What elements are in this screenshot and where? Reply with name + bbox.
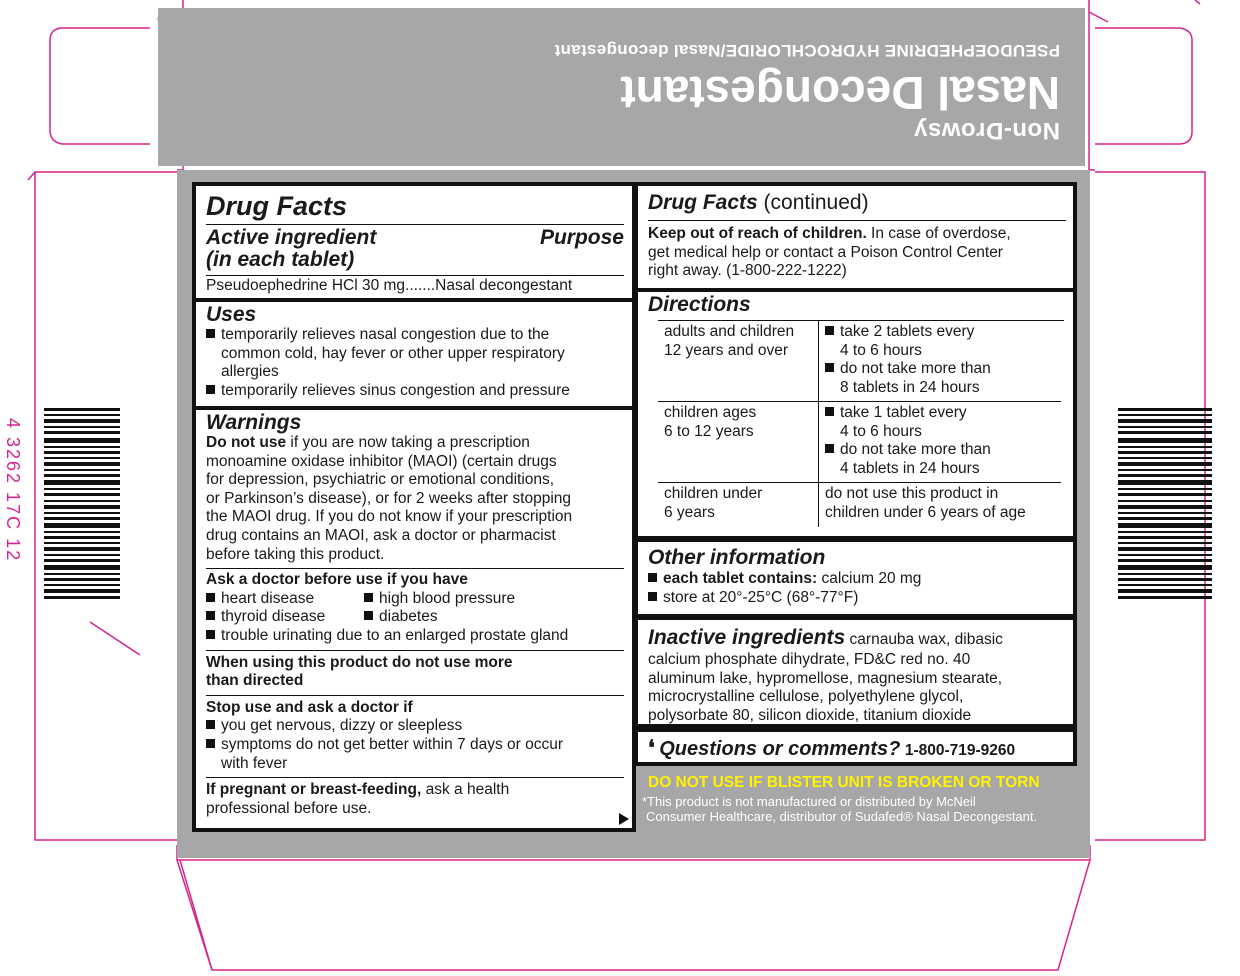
- other-info-label: each tablet contains:: [663, 570, 818, 587]
- bullet-icon: [206, 739, 215, 748]
- age-group: 6 years: [664, 503, 715, 521]
- condition-item: thyroid disease: [221, 608, 326, 626]
- non-drowsy-label: Non-Drowsy: [913, 117, 1060, 144]
- barcode-right: [1118, 408, 1212, 602]
- disclaimer-line: Consumer Healthcare, distributor of Sudafed® Nasal Decongestant.: [646, 809, 1038, 824]
- dose-text: take 2 tablets every: [840, 323, 975, 340]
- condition-item: trouble urinating due to an enlarged prostate gland: [221, 626, 569, 644]
- drug-facts-continued-title: Drug Facts: [648, 191, 758, 214]
- table-row: [658, 321, 1061, 402]
- dose-text: do not take more than: [840, 441, 991, 459]
- bullet-icon: [206, 720, 215, 729]
- bullet-icon: [206, 385, 215, 394]
- purpose-heading: Purpose: [539, 226, 624, 249]
- dose-text: 4 tablets in 24 hours: [840, 459, 980, 477]
- bullet-icon: [364, 611, 373, 620]
- bullet-icon: [825, 444, 834, 453]
- uses-line: allergies: [221, 363, 279, 381]
- when-using-text: than directed: [206, 672, 304, 690]
- inactive-text: polysorbate 80, silicon dioxide, titanium dioxide: [648, 706, 972, 724]
- barcode-number: 4 3262 17C 12: [3, 418, 23, 563]
- continue-arrow-icon: [618, 812, 630, 826]
- age-group: 12 years and over: [664, 341, 789, 359]
- do-not-use-text: before taking this product.: [206, 545, 385, 563]
- inactive-ingredients-panel: [634, 616, 1077, 728]
- age-group: 6 to 12 years: [664, 422, 754, 440]
- inactive-text: microcrystalline cellulose, polyethylene glycol,: [648, 688, 964, 706]
- bullet-icon: [364, 593, 373, 602]
- questions-panel: [634, 728, 1077, 766]
- dose-text: 4 to 6 hours: [840, 422, 922, 440]
- condition-item: diabetes: [379, 608, 438, 626]
- uses-line: temporarily relieves nasal congestion due to the: [221, 326, 550, 343]
- phone-icon: ❛: [648, 737, 655, 760]
- questions-label: Questions or comments?: [659, 738, 901, 760]
- active-ingredient-subheading: (in each tablet): [206, 248, 355, 271]
- continued-label: (continued): [757, 191, 869, 214]
- product-name: Nasal Decongestant: [620, 67, 1060, 119]
- inactive-text: carnauba wax, dibasic: [845, 631, 1003, 648]
- stop-use-item: symptoms do not get better within 7 days or occur: [221, 735, 564, 753]
- drug-facts-continued-panel: [634, 182, 1077, 540]
- directions-heading: Directions: [648, 293, 751, 316]
- stop-use-item: you get nervous, dizzy or sleepless: [221, 717, 463, 735]
- uses-heading: Uses: [206, 303, 257, 326]
- inactive-text: calcium phosphate dihydrate, FD&C red no. 40: [648, 651, 971, 668]
- bullet-icon: [825, 326, 834, 335]
- age-group: adults and children: [664, 323, 795, 340]
- bullet-icon: [206, 611, 215, 620]
- other-info-text: calcium 20 mg: [817, 570, 922, 587]
- dose-text: do not take more than: [840, 360, 991, 378]
- other-information-panel: [634, 538, 1077, 618]
- pregnant-text: professional before use.: [206, 799, 372, 817]
- barcode-left: [44, 408, 120, 600]
- uses-line: temporarily relieves sinus congestion and pressure: [221, 381, 570, 399]
- pregnant-text: ask a health: [421, 781, 510, 799]
- drug-facts-title: Drug Facts: [206, 191, 348, 221]
- do-not-use-text: or Parkinson’s disease), or for 2 weeks after stopping: [206, 489, 572, 507]
- keep-out-text: In case of overdose,: [866, 225, 1011, 242]
- table-row: [658, 402, 1061, 483]
- directions-table: [658, 321, 1061, 527]
- inactive-heading: Inactive ingredients: [648, 626, 846, 649]
- table-row: [658, 483, 1061, 528]
- active-ingredient-heading: Active ingredient: [206, 226, 377, 249]
- dose-text: take 1 tablet every: [840, 404, 967, 421]
- age-group: children under: [664, 485, 763, 502]
- when-using-text: When using this product do not use more: [206, 653, 513, 671]
- dose-text: 8 tablets in 24 hours: [840, 378, 980, 396]
- uses-line: common cold, hay fever or other upper respiratory: [221, 344, 565, 362]
- other-info-heading: Other information: [648, 546, 826, 569]
- inactive-text: aluminum lake, hypromellose, magnesium stearate,: [648, 669, 1003, 687]
- do-not-use-text: if you are now taking a prescription: [286, 434, 530, 451]
- bullet-icon: [206, 593, 215, 602]
- ask-doctor-heading: Ask a doctor before use if you have: [206, 571, 468, 589]
- condition-item: high blood pressure: [379, 589, 516, 607]
- pregnant-label: If pregnant or breast-feeding,: [206, 781, 422, 799]
- dose-text: do not use this product in: [825, 485, 999, 502]
- stop-use-heading: Stop use and ask a doctor if: [206, 698, 413, 716]
- keep-out-text: get medical help or contact a Poison Control Center: [648, 243, 1003, 261]
- bullet-icon: [206, 630, 215, 639]
- blister-warning: DO NOT USE IF BLISTER UNIT IS BROKEN OR TORN: [648, 774, 1040, 791]
- bullet-icon: [825, 363, 834, 372]
- keep-out-label: Keep out of reach of children.: [648, 225, 867, 242]
- condition-item: heart disease: [221, 589, 315, 607]
- do-not-use-text: for depression, psychiatric or emotional conditions,: [206, 471, 555, 489]
- product-subtitle: PSEUDOEPHEDRINE HYDROCHLORIDE/Nasal decongestant: [554, 41, 1060, 60]
- bullet-icon: [206, 329, 215, 338]
- top-flap-text: [183, 8, 1060, 158]
- dose-text: children under 6 years of age: [825, 503, 1026, 521]
- age-group: children ages: [664, 404, 757, 421]
- questions-phone: 1-800-719-9260: [904, 742, 1016, 759]
- do-not-use-text: the MAOI drug. If you do not know if your prescription: [206, 508, 573, 526]
- active-ingredient-line: Pseudoephedrine HCl 30 mg.......Nasal decongestant: [206, 277, 573, 294]
- bullet-icon: [648, 592, 657, 601]
- dose-text: 4 to 6 hours: [840, 341, 922, 359]
- keep-out-text: right away. (1-800-222-1222): [648, 262, 847, 280]
- stop-use-item: with fever: [221, 754, 288, 772]
- disclaimer-line: *This product is not manufactured or distributed by McNeil: [642, 794, 976, 809]
- other-info-text: store at 20°-25°C (68°-77°F): [663, 588, 859, 606]
- do-not-use-text: monoamine oxidase inhibitor (MAOI) (certain drugs: [206, 452, 557, 470]
- bullet-icon: [648, 573, 657, 582]
- do-not-use-label: Do not use: [206, 434, 287, 451]
- bullet-icon: [825, 407, 834, 416]
- warnings-heading: Warnings: [206, 411, 302, 434]
- drug-facts-left-panel: [192, 182, 636, 832]
- do-not-use-text: drug contains an MAOI, ask a doctor or pharmacist: [206, 526, 556, 544]
